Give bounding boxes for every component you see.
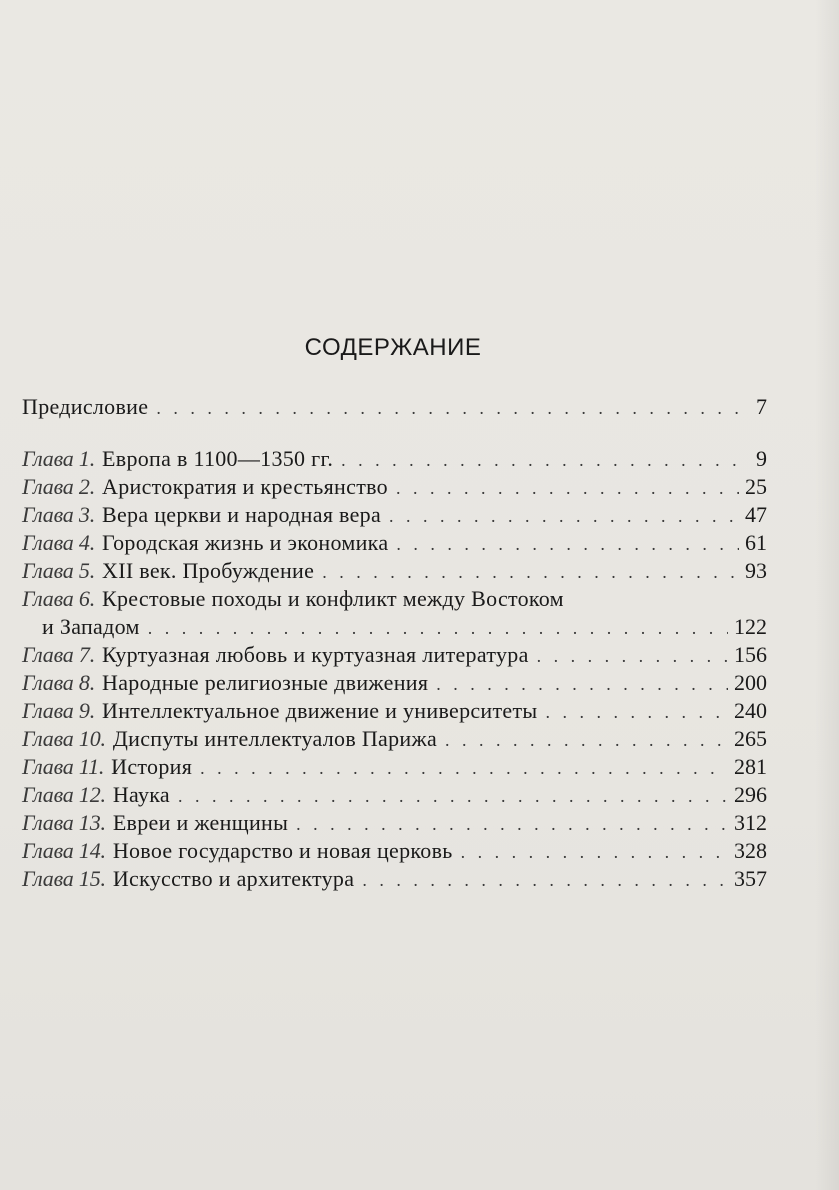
toc-page-number: 156 [734,642,767,667]
toc-entry-title: Диспуты интеллектуалов Парижа [112,726,438,751]
chapter-label: Глава 12. [22,782,106,807]
toc-entry-chapter-14 [22,837,767,865]
toc-entry-chapter-11 [22,753,767,781]
chapter-label: Глава 7. [22,642,96,667]
toc-entry-title: Новое государство и новая церковь [112,838,453,863]
toc-entry-title-continued: и Западом [42,614,140,639]
toc-entry-chapter-3 [22,501,767,529]
toc-entry-title: Предисловие [22,394,149,419]
toc-entry-chapter-2 [22,473,767,501]
dot-leader [200,754,728,782]
toc-page-number: 9 [756,446,767,471]
chapter-label: Глава 8. [22,670,96,695]
toc-page-number: 312 [734,810,767,835]
page-edge-shadow [815,0,839,1190]
chapter-label: Глава 3. [22,502,96,527]
dot-leader [156,394,750,422]
dot-leader [362,866,728,894]
toc-entry-title: Городская жизнь и экономика [102,530,389,555]
toc-entry-chapter-7 [22,641,767,669]
toc-page-number: 93 [745,558,767,583]
table-of-contents [22,393,767,893]
toc-entry-title: Европа в 1100—1350 гг. [102,446,334,471]
chapter-label: Глава 5. [22,558,96,583]
dot-leader [537,642,728,670]
dot-leader [341,446,750,474]
toc-page-number: 296 [734,782,767,807]
toc-entry-chapter-1 [22,445,767,473]
chapter-label: Глава 6. [22,586,96,611]
toc-entry-title: Евреи и женщины [112,810,289,835]
toc-entry-chapter-10 [22,725,767,753]
toc-entry-preface [22,393,767,421]
toc-page-number: 328 [734,838,767,863]
toc-entry-chapter-6-continued [22,613,767,641]
toc-entry-title: Куртуазная любовь и куртуазная литература [102,642,529,667]
dot-leader [396,530,739,558]
page-title: СОДЕРЖАНИЕ [304,334,482,361]
toc-page-number: 281 [734,754,767,779]
toc-page-number: 61 [745,530,767,555]
dot-leader [396,474,739,502]
dot-leader [296,810,728,838]
toc-page-number: 25 [745,474,767,499]
toc-page-number: 357 [734,866,767,891]
toc-entry-title: Наука [112,782,170,807]
toc-page-number: 200 [734,670,767,695]
chapter-label: Глава 2. [22,474,96,499]
toc-entry-chapter-13 [22,809,767,837]
toc-entry-chapter-15 [22,865,767,893]
chapter-label: Глава 9. [22,698,96,723]
toc-entry-title: Вера церкви и народная вера [102,502,382,527]
toc-entry-chapter-12 [22,781,767,809]
dot-leader [436,670,728,698]
toc-entry-title: Аристократия и крестьянство [102,474,388,499]
dot-leader [148,614,728,642]
toc-entry-title: Искусство и архитектура [112,866,355,891]
dot-leader [545,698,728,726]
toc-entry-chapter-9 [22,697,767,725]
toc-entry-chapter-8 [22,669,767,697]
toc-entry-title: Интеллектуальное движение и университеты [102,698,538,723]
dot-leader [445,726,728,754]
toc-page-number: 265 [734,726,767,751]
dot-leader [178,782,728,810]
toc-page-number: 47 [745,502,767,527]
toc-entry-chapter-6 [22,585,767,613]
chapter-label: Глава 15. [22,866,106,891]
dot-leader [461,838,728,866]
chapter-label: Глава 13. [22,810,106,835]
chapter-label: Глава 1. [22,446,96,471]
chapter-label: Глава 10. [22,726,106,751]
chapter-label: Глава 4. [22,530,96,555]
dot-leader [322,558,739,586]
toc-entry-title: XII век. Пробуждение [102,558,315,583]
toc-entry-chapter-5 [22,557,767,585]
toc-entry-chapter-4 [22,529,767,557]
toc-entry-title: Крестовые походы и конфликт между Востоком [102,586,564,611]
toc-page-number: 122 [734,614,767,639]
toc-entry-title: Народные религиозные движения [102,670,429,695]
toc-page-number: 7 [756,394,767,419]
toc-page-number: 240 [734,698,767,723]
toc-entry-title: История [111,754,193,779]
chapter-label: Глава 14. [22,838,106,863]
dot-leader [389,502,739,530]
chapter-label: Глава 11. [22,754,105,779]
